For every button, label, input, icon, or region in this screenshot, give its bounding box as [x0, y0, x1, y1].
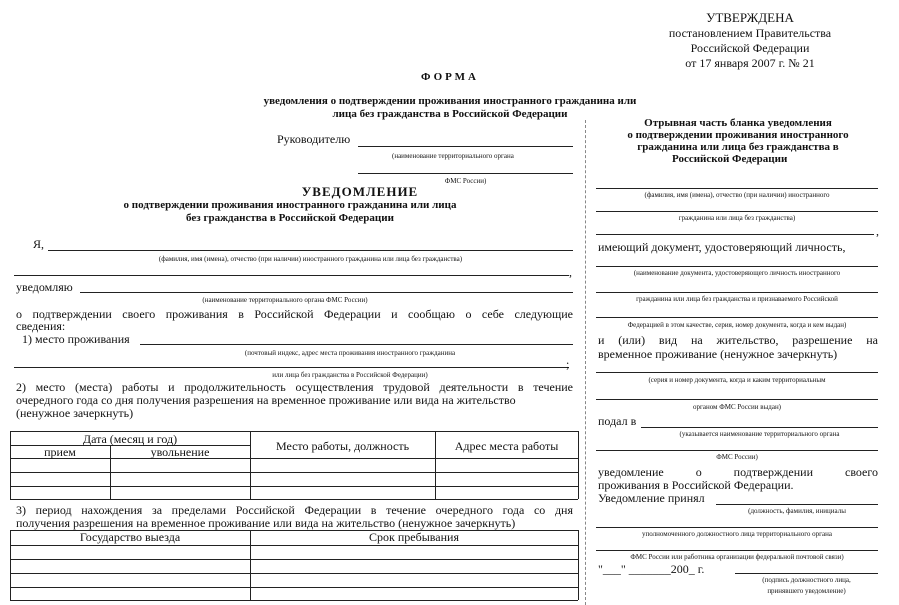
tear-title-4: Российской Федерации [672, 153, 788, 165]
address-caption-2: или лица без гражданства в Российской Федерации) [272, 371, 428, 379]
ya-label: Я, [33, 237, 45, 251]
name-line[interactable] [48, 250, 573, 251]
tear-accepted-line-2[interactable] [596, 527, 878, 528]
tear-name-caption-2: гражданина или лица без гражданства) [678, 214, 796, 222]
tear-name-line-2[interactable] [596, 211, 878, 212]
approval-line4: от 17 января 2007 г. № 21 [685, 56, 815, 70]
tear-accepted-label: Уведомление принял [598, 491, 705, 505]
tear-title-3: гражданина или лица без гражданства в [637, 141, 839, 153]
tear-accepted-caption-3: ФМС России или работника организации федеральной почтовой связи) [630, 553, 844, 561]
tear-submitted-line[interactable] [641, 427, 878, 428]
tear-name-line[interactable] [596, 188, 878, 189]
period-header: Срок пребывания [369, 530, 459, 544]
tear-line [585, 120, 586, 605]
tear-doc-line[interactable] [596, 266, 878, 267]
body-line-2: сведения: [16, 319, 66, 333]
notice-title: УВЕДОМЛЕНИЕ [301, 184, 419, 199]
tear-date[interactable]: "___" _______200_ г. [598, 562, 705, 576]
name-caption: (фамилия, имя (имена), отчество (при наличии) иностранного гражданина или лица без гражданства) [158, 255, 463, 263]
workplace-header: Место работы, должность [275, 439, 410, 453]
notice-subtitle-1: о подтверждении проживания иностранного гражданина или лица [123, 199, 457, 211]
tear-doc-caption-2: гражданина или лица без гражданства и признаваемого Российской [636, 295, 838, 303]
approval-line3: Российской Федерации [690, 41, 810, 55]
tear-doc-caption-3: Федерацией в этом качестве, серия, номер документа, когда и кем выдан) [627, 321, 847, 329]
semicolon: ; [566, 357, 570, 371]
item3-line-2: получения разрешения на временное проживание или вида на жительство (ненужное зачеркнуть) [16, 516, 516, 530]
address-line-2[interactable] [14, 367, 569, 368]
tear-permit-2: временное проживание (ненужное зачеркнуть) [598, 347, 838, 361]
tear-accepted-line-3[interactable] [596, 550, 878, 551]
tear-sign-caption-2: принявшего уведомление) [767, 587, 846, 595]
form-subtitle-2: лица без гражданства в Российской Федерации [332, 108, 568, 120]
work-address-header: Адрес места работы [454, 439, 559, 453]
date-header: Дата (месяц и год) [82, 432, 178, 446]
tear-submitted-caption-2: ФМС России) [716, 453, 758, 461]
form-subtitle-1: уведомления о подтверждении проживания иностранного гражданина или [263, 95, 637, 107]
notify-line[interactable] [80, 292, 573, 293]
address-line[interactable] [140, 344, 573, 345]
tear-notice-2: проживания в Российской Федерации. [598, 478, 794, 492]
tear-submitted-label: подал в [598, 414, 637, 428]
tear-permit-1: и (или) вид на жительство, разрешение на [598, 333, 878, 347]
tear-submitted-line-2[interactable] [596, 450, 878, 451]
item3-line-1: 3) период нахождения за пределами Российской Федерации в течение очередного года со дня [16, 503, 573, 517]
approval-line1: УТВЕРЖДЕНА [706, 10, 794, 25]
tear-doc-line-2[interactable] [596, 292, 878, 293]
dismissal-header: увольнение [150, 445, 210, 459]
tear-permit-caption-2: органом ФМС России выдан) [692, 403, 782, 411]
hire-header: прием [44, 445, 76, 459]
item2-line-1: 2) место (места) работы и продолжительность осуществления трудовой деятельности в течение [16, 380, 573, 394]
tear-name-caption-1: (фамилия, имя (имена), отчество (при наличии) иностранного [644, 191, 830, 199]
tear-accepted-caption-2: уполномоченного должностного лица территориального органа [642, 530, 832, 538]
tear-accepted-line[interactable] [716, 504, 878, 505]
head-caption-1: (наименование территориального органа [392, 152, 514, 160]
body-line-1: о подтверждении своего проживания в Российской Федерации и сообщаю о себе следующие [16, 307, 573, 321]
tear-title-2: о подтверждении проживания иностранного [627, 129, 849, 141]
item1-label: 1) место проживания [22, 332, 130, 346]
tear-name-line-3[interactable] [596, 234, 874, 235]
country-header: Государство выезда [79, 530, 181, 544]
head-line[interactable] [358, 146, 573, 147]
item2-line-2: очередного года со дня получения разрешения на временное проживание или вида на жительство [16, 393, 516, 407]
comma-1: , [569, 265, 572, 279]
form-heading: ФОРМА [421, 71, 479, 83]
name-line-2[interactable] [14, 275, 569, 276]
tear-sign-line[interactable] [735, 573, 878, 574]
tear-accepted-caption-1: (должность, фамилия, инициалы [748, 507, 846, 515]
tear-notice-1: уведомление о подтверждении своего [598, 465, 878, 479]
tear-permit-line[interactable] [596, 372, 878, 373]
tear-doc-caption-1: (наименование документа, удостоверяющего личность иностранного [633, 269, 841, 277]
tear-comma: , [876, 224, 879, 238]
notify-label: уведомляю [16, 280, 73, 294]
notify-caption: (наименование территориального органа ФМС России) [202, 296, 368, 304]
head-label: Руководителю [277, 132, 351, 146]
address-caption-1: (почтовый индекс, адрес места проживания иностранного гражданина [244, 349, 456, 357]
tear-doc-label: имеющий документ, удостоверяющий личность, [598, 240, 846, 254]
tear-doc-line-3[interactable] [596, 317, 878, 318]
tear-title-1: Отрывная часть бланка уведомления [644, 117, 832, 129]
head-line-2[interactable] [358, 173, 573, 174]
tear-permit-line-2[interactable] [596, 399, 878, 400]
tear-sign-caption-1: (подпись должностного лица, [762, 576, 851, 584]
approval-line2: постановлением Правительства [668, 26, 832, 40]
tear-permit-caption-1: (серия и номер документа, когда и каким территориальным [648, 376, 826, 384]
notice-subtitle-2: без гражданства в Российской Федерации [186, 212, 394, 224]
tear-submitted-caption-1: (указывается наименование территориального органа [679, 430, 840, 438]
head-caption-2: ФМС России) [444, 177, 487, 185]
item2-line-3: (ненужное зачеркнуть) [16, 406, 134, 420]
